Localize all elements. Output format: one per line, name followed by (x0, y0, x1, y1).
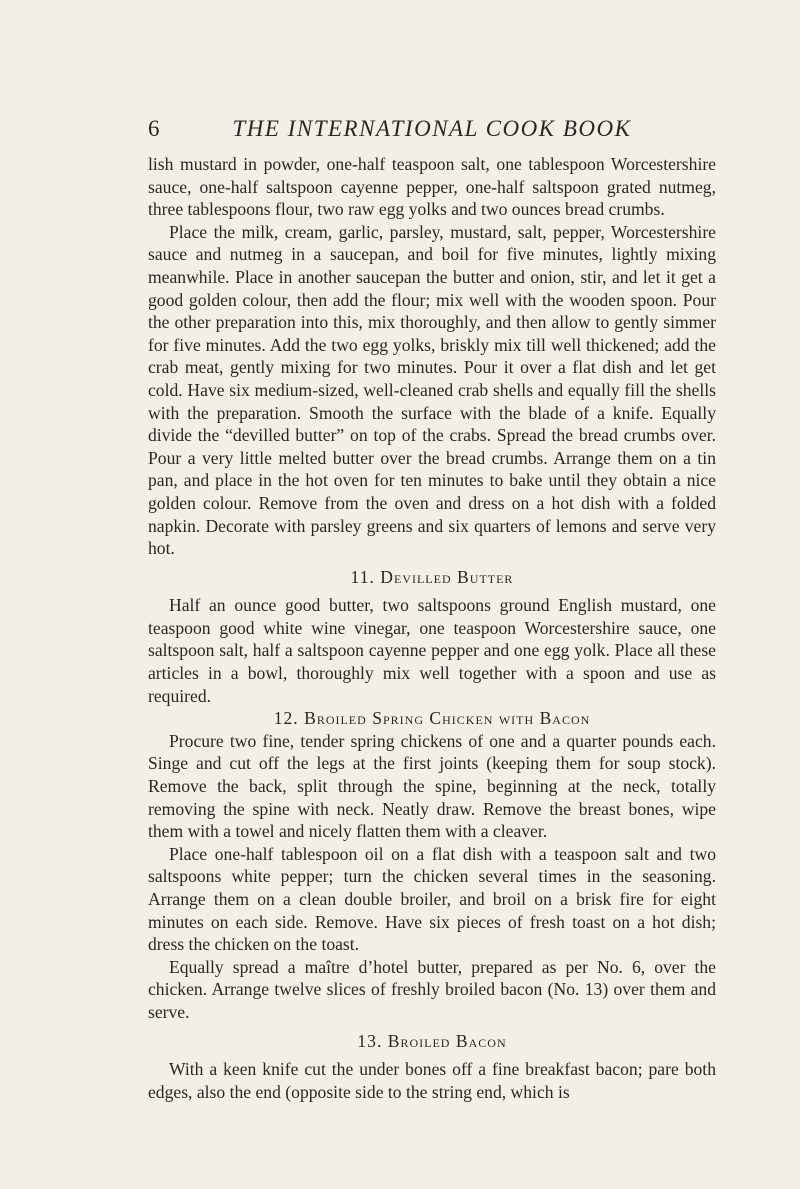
paragraph-bacon-method: With a keen knife cut the under bones off a fine breakfast bacon; pare both edges, also the end (opposite side to the string end, which is (148, 1059, 716, 1102)
paragraph-devilled-butter: Half an ounce good butter, two saltspoons ground English mustard, one teaspoon good white wine vinegar, one teaspoon Worcestershire sauce, one saltspoon salt, half a saltspoon cayenne pepper and one egg yolk. Place all these articles in a bowl, thoroughly mix well together with a spoon and use as required. (148, 595, 716, 706)
recipe-heading-devilled-butter: 11. Devilled Butter (350, 566, 514, 587)
page-number: 6 (148, 116, 161, 141)
paragraph-crab-method: Place the milk, cream, garlic, parsley, mustard, salt, pepper, Worcestershire sauce and nutmeg in a saucepan, and boil for five minutes, lightly mixing meanwhile. Place in another saucepan the butter and onion, stir, and let it get a good golden colour, then add the flour; mix well with the wooden spoon. Pour the other preparation into this, mix thoroughly, and then allow to gently simmer for five minutes. Add the two egg yolks, briskly mix till well thickened; add the crab meat, gently mixing for two minutes. Pour it over a flat dish and let get cold. Have six medium-sized, well-cleaned crab shells and equally fill the shells with the preparation. Smooth the surface with the blade of a knife. Equally divide the “devilled butter” on top of the crabs. Spread the bread crumbs over. Pour a very little melted butter over the bread crumbs. Arrange them on a tin pan, and place in the hot oven for ten minutes to bake until they obtain a nice golden colour. Remove from the oven and dress on a hot dish with a folded napkin. Decorate with parsley greens and six quarters of lemons and serve very hot. (148, 221, 716, 559)
recipe-heading-broiled-bacon: 13. Broiled Bacon (357, 1030, 507, 1051)
running-head (148, 116, 716, 146)
paragraph-chicken-seasoning: Place one-half tablespoon oil on a flat dish with a teaspoon salt and two saltspoons white pepper; turn the chicken several times in the seasoning. Arrange them on a clean double broiler, and broil on a brisk fire for eight minutes on each side. Remove. Have six pieces of fresh toast on a hot dish; dress the chicken on the toast. (148, 843, 716, 955)
recipe-heading-broiled-spring-chicken: 12. Broiled Spring Chicken with Bacon (273, 708, 591, 729)
book-title: THE INTERNATIONAL COOK BOOK (232, 116, 632, 141)
paragraph-chicken-preparation: Procure two fine, tender spring chickens of one and a quarter pounds each. Singe and cut off the legs at the first joints (keeping them for soup stock). Remove the back, split through the spine, beginning at the neck, totally removing the spine with neck. Neatly draw. Remove the breast bones, wipe them with a towel and nicely flatten them with a cleaver. (148, 730, 716, 842)
paragraph-crab-ingredients-continued: lish mustard in powder, one-half teaspoon salt, one tablespoon Worcestershire sauce, one-half saltspoon cayenne pepper, one-half saltspoon grated nutmeg, three tablespoons flour, two raw egg yolks and two ounces bread crumbs. (148, 154, 716, 220)
paragraph-chicken-serving: Equally spread a maître d’hotel butter, prepared as per No. 6, over the chicken. Arrange twelve slices of freshly broiled bacon (No. 13) over them and serve. (148, 956, 716, 1022)
body-text (148, 153, 716, 1103)
